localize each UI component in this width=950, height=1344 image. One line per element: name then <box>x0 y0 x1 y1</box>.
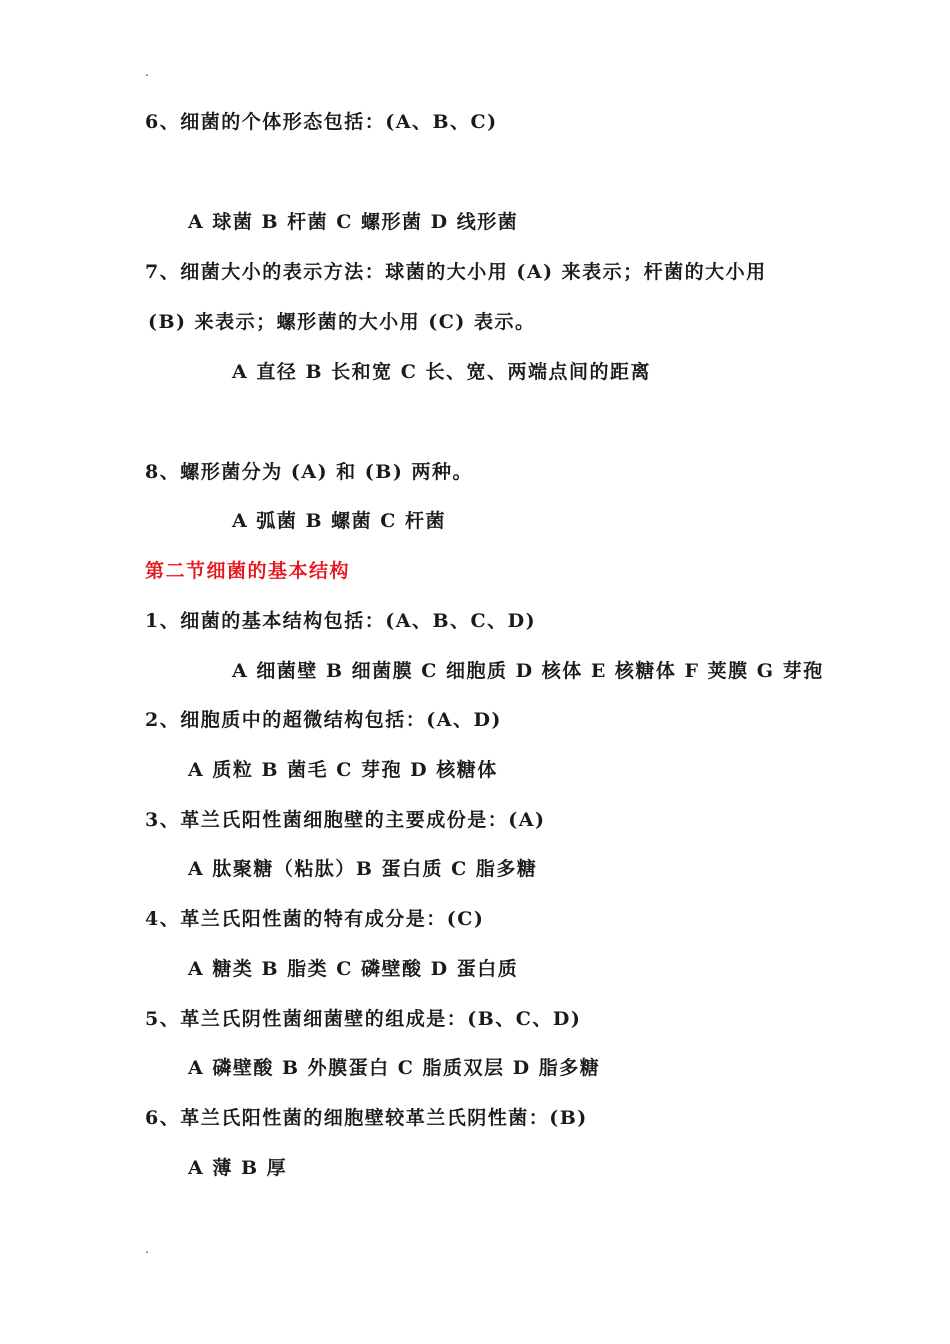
options-6-morphology: A 球菌 B 杆菌 C 螺形菌 D 线形菌 <box>188 211 519 233</box>
options-3-gram-positive-wall: A 肽聚糖（粘肽）B 蛋白质 C 脂多糖 <box>188 858 538 880</box>
options-8-spiral: A 弧菌 B 螺菌 C 杆菌 <box>232 510 446 532</box>
question-2-cytoplasm: 2、细胞质中的超微结构包括：(A、D) <box>145 709 502 731</box>
options-2-cytoplasm: A 质粒 B 菌毛 C 芽孢 D 核糖体 <box>188 759 498 781</box>
question-8-spiral: 8、螺形菌分为 (A) 和 (B) 两种。 <box>145 461 473 483</box>
options-6-wall-thickness: A 薄 B 厚 <box>188 1157 288 1179</box>
question-4-specific-component: 4、革兰氏阳性菌的特有成分是：(C) <box>145 908 485 930</box>
question-7-size-line1: 7、细菌大小的表示方法：球菌的大小用 (A) 来表示；杆菌的大小用 <box>145 261 767 283</box>
question-5-gram-negative-wall: 5、革兰氏阴性菌细菌壁的组成是：(B、C、D) <box>145 1008 582 1030</box>
footer-mark: . <box>145 1242 149 1256</box>
question-7-size-line2: (B) 来表示；螺形菌的大小用 (C) 表示。 <box>148 311 536 333</box>
options-5-gram-negative-wall: A 磷壁酸 B 外膜蛋白 C 脂质双层 D 脂多糖 <box>188 1057 601 1079</box>
question-6-wall-thickness: 6、革兰氏阳性菌的细胞壁较革兰氏阴性菌：(B) <box>145 1107 588 1129</box>
question-6-morphology: 6、细菌的个体形态包括：(A、B、C) <box>145 111 498 133</box>
options-4-specific-component: A 糖类 B 脂类 C 磷壁酸 D 蛋白质 <box>188 958 519 980</box>
section-title: 第二节细菌的基本结构 <box>145 560 351 582</box>
options-7-size: A 直径 B 长和宽 C 长、宽、两端点间的距离 <box>232 361 651 383</box>
question-3-gram-positive-wall: 3、革兰氏阳性菌细胞壁的主要成份是：(A) <box>145 809 546 831</box>
header-mark: . <box>145 65 149 79</box>
options-1-basic-structure: A 细菌壁 B 细菌膜 C 细胞质 D 核体 E 核糖体 F 荚膜 G 芽孢 <box>232 660 824 682</box>
question-1-basic-structure: 1、细菌的基本结构包括：(A、B、C、D) <box>145 610 537 632</box>
